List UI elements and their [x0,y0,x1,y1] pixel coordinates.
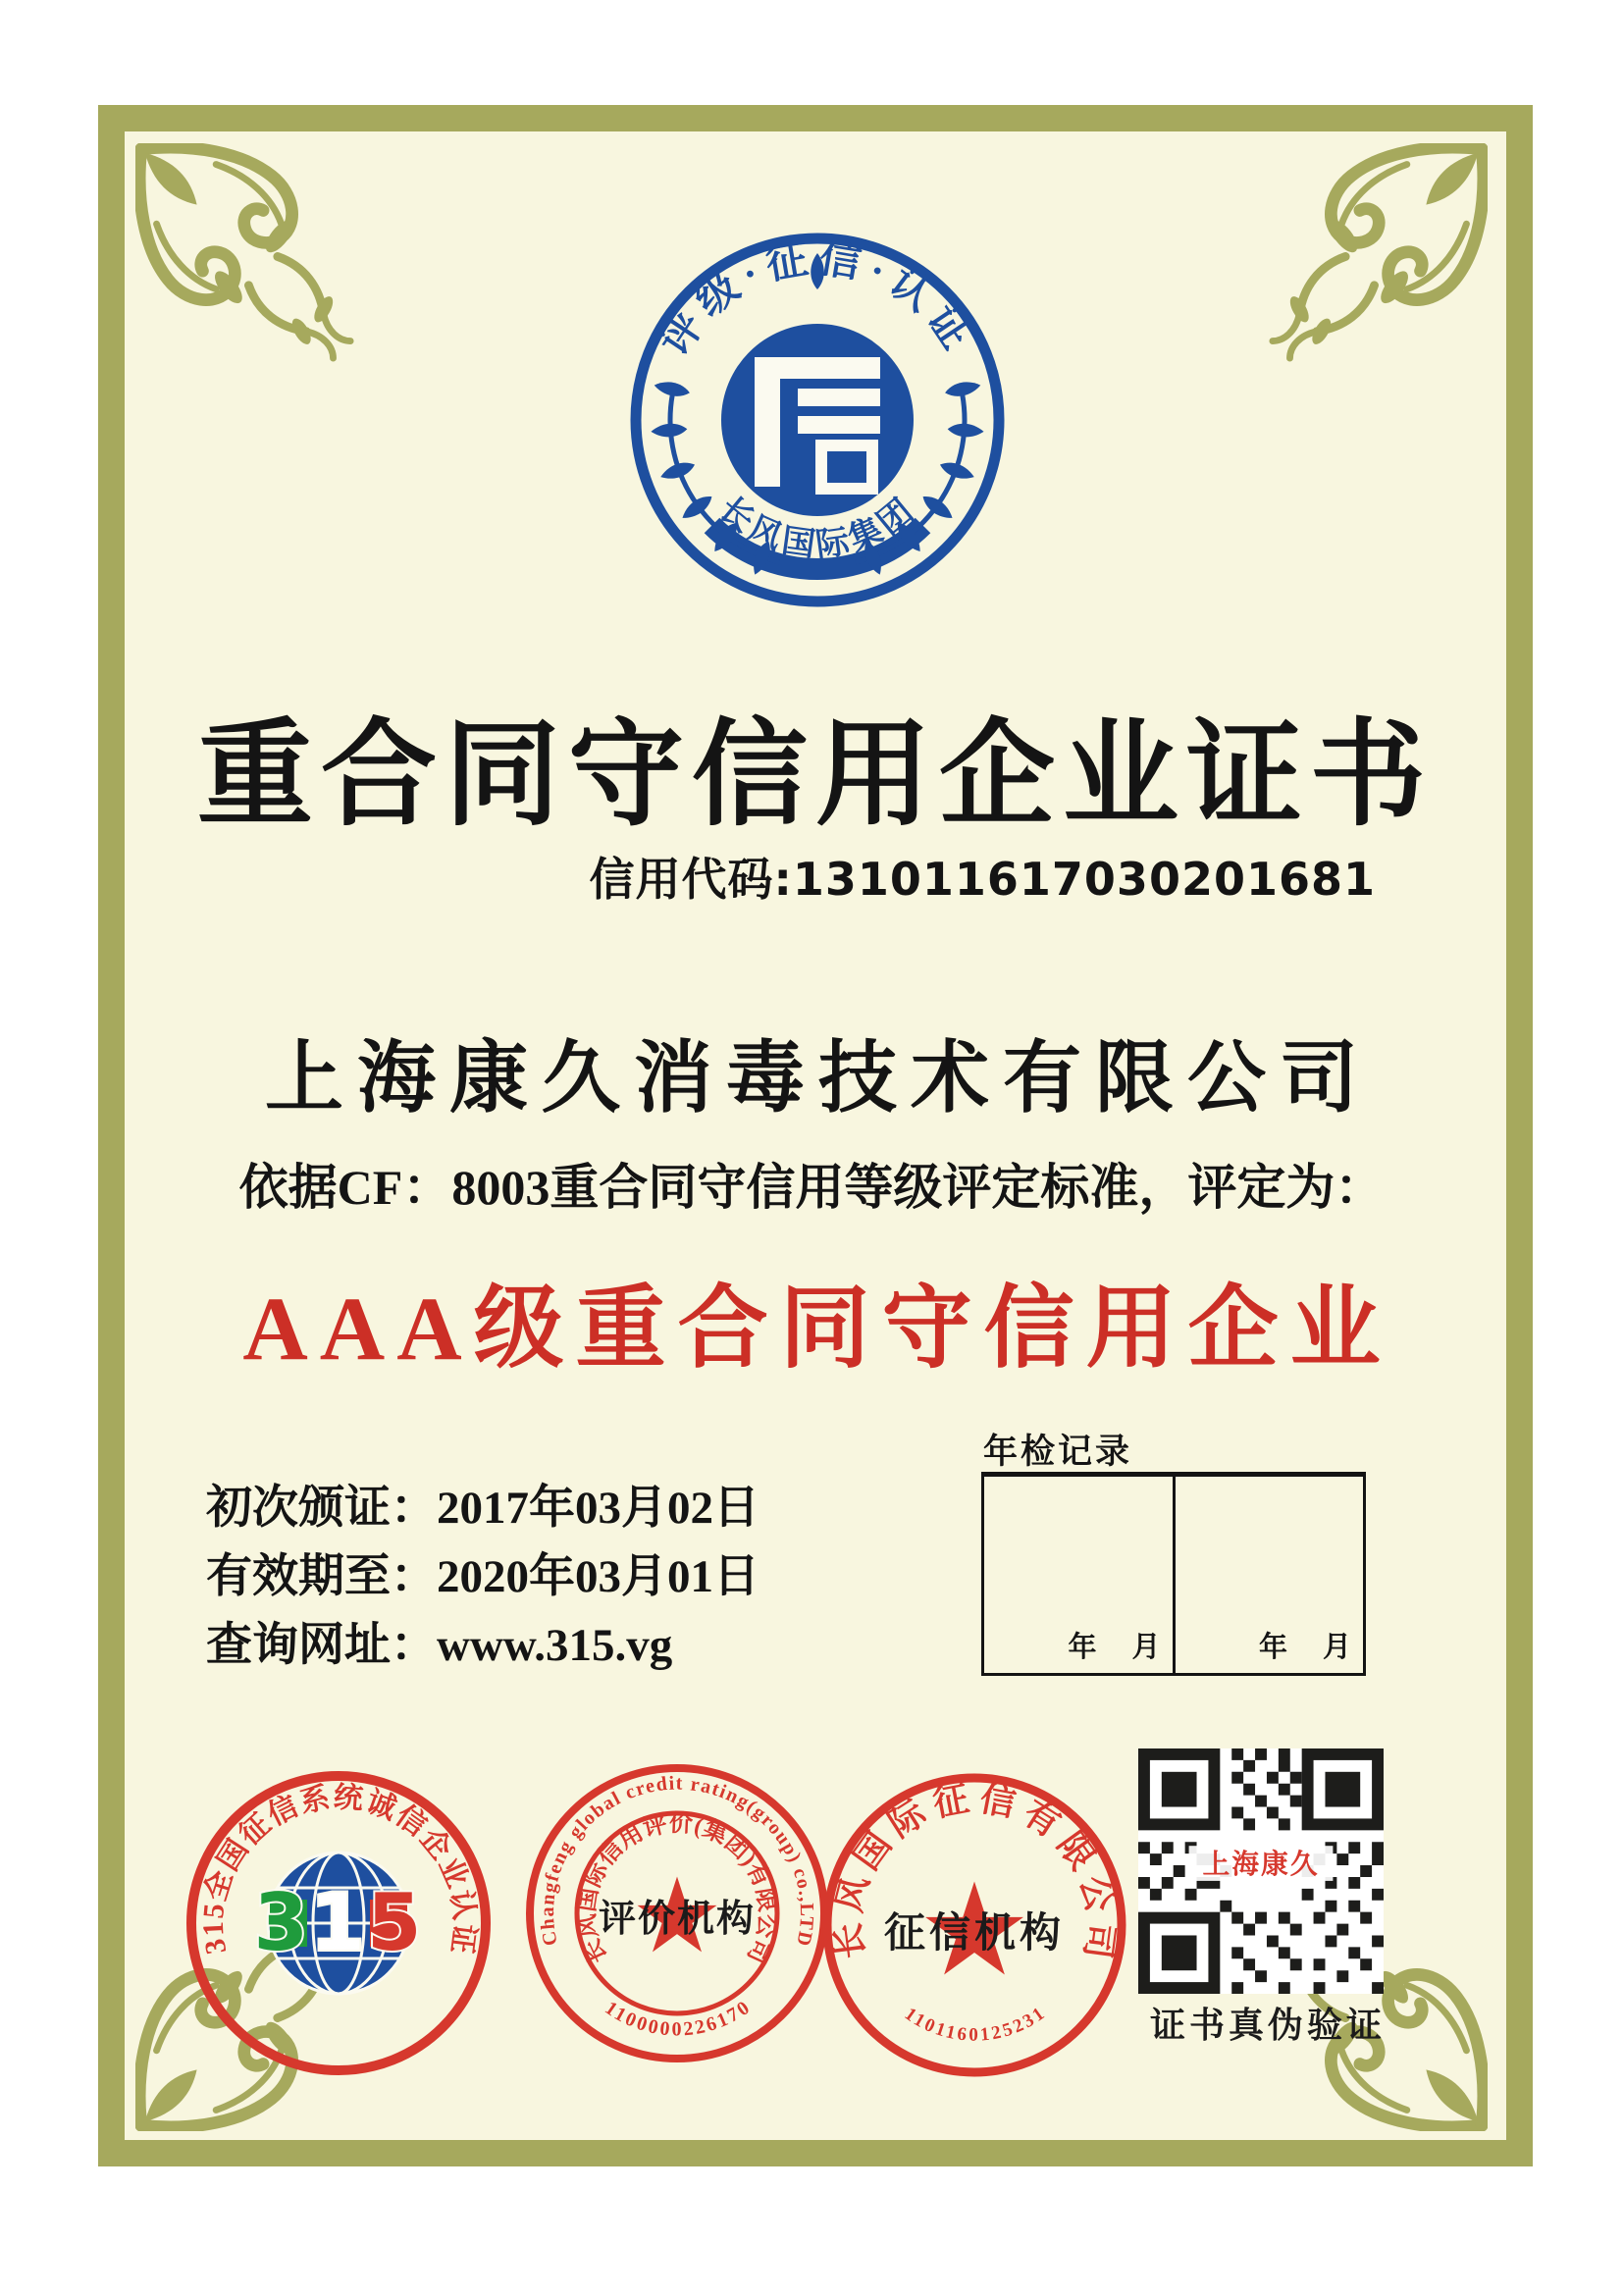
credit-code-line: 信用代码:131011617030201681 [589,853,1376,906]
corner-flourish-icon [1267,143,1488,364]
seal-credit-number: 1101160125231 [900,2004,1049,2046]
query-website-line: 查询网址：www.315.vg [206,1620,673,1671]
seal-rating-number: 1100000226170 [601,1997,754,2041]
seal-rating-inner-text: 长风国际信用评价(集团)有限公司 [574,1810,780,1967]
seal-315-certification [182,1766,496,2080]
seal-rating-outer-text: Changfeng global credit rating(group) co.,LTD [536,1772,818,1948]
seal-rating-center-label: 评价机构 [598,1899,757,1940]
annual-check-title: 年检记录 [983,1433,1133,1472]
seal-315-ring-text: 315全国征信系统诚信企业认证 [196,1781,481,1957]
rating-result-line: AAA级重合同守信用企业 [242,1278,1392,1379]
logo-ring-text: 评级·征信·认证 [652,235,983,364]
globe-315-icon [253,1852,423,1994]
changfeng-group-logo-icon [611,214,1023,626]
company-name: 上海康久消毒技术有限公司 [265,1036,1372,1122]
logo-xin-glyph-icon [721,324,914,516]
seal-credit-agency [817,1768,1131,2082]
corner-flourish-icon [135,143,356,364]
globe-315-digits: 315 [253,1877,424,1968]
valid-until-line: 有效期至：2020年03月01日 [206,1551,759,1602]
qr-overlay-text: 上海康久 [1202,1849,1320,1880]
qr-caption: 证书真伪验证 [1149,2006,1386,2045]
certificate-title: 重合同守信用企业证书 [196,706,1434,842]
seal-credit-center-label: 征信机构 [883,1911,1066,1957]
annual-check-cell [984,1477,1173,1673]
logo-bottom-text: 长风国际集团 [711,490,923,565]
issue-info-block [206,1483,759,1692]
year-label: 年 [1068,1632,1097,1663]
seal-credit-ring-text: 长风国际征信有限公司 [827,1778,1122,1961]
month-label: 月 [1322,1632,1351,1663]
month-label: 月 [1131,1632,1161,1663]
annual-check-cell [1173,1477,1364,1673]
rating-basis-line: 依据CF：8003重合同守信用等级评定标准，评定为： [238,1160,1385,1215]
verification-qr-code [1138,1748,1384,1994]
annual-check-table [981,1472,1366,1676]
issued-date-line: 初次颁证：2017年03月02日 [206,1483,759,1534]
year-label: 年 [1258,1632,1287,1663]
seal-rating-agency [520,1756,834,2070]
